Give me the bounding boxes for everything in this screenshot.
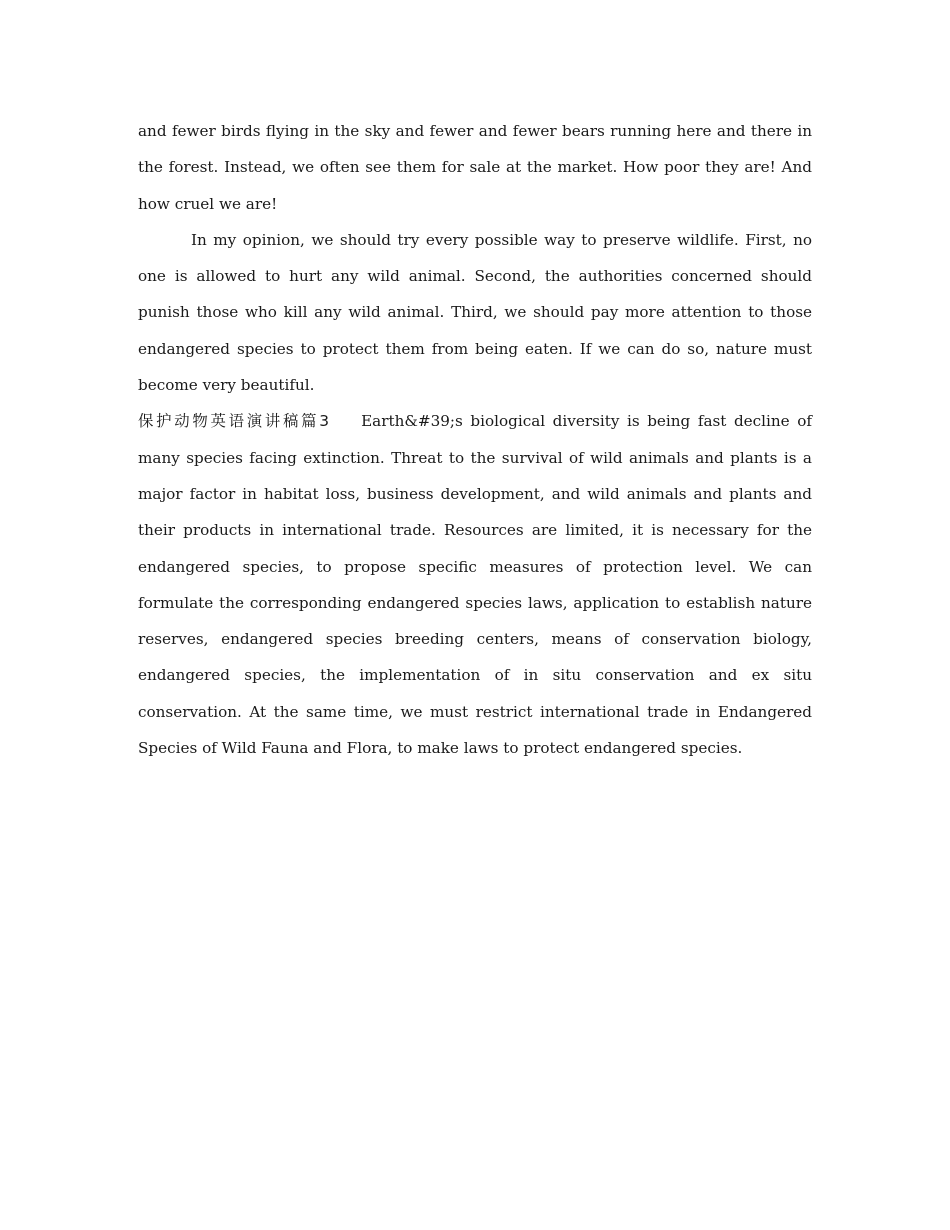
paragraph-1-text: and fewer birds flying in the sky and fewer and fewer bears running here and there in the forest. Instead, we often see them for sale at the market. How poor they are! And how cruel we are! xyxy=(138,122,812,213)
paragraph-opinion xyxy=(138,222,812,403)
section-heading: 保护动物英语演讲稿篇3 xyxy=(138,412,330,431)
paragraph-biodiversity xyxy=(138,403,812,766)
paragraph-2-text: In my opinion, we should try every possible way to preserve wildlife. First, no one is allowed to hurt any wild animal. Second, the authorities concerned should punish those who kill any wild animal. Third, we should pay more attention to those endangered species to protect them from being eaten. If we can do so, nature must become very beautiful. xyxy=(138,230,812,395)
paragraph-birds-and-bears xyxy=(138,113,812,222)
document-page xyxy=(138,113,812,766)
paragraph-3-text: Earth&#39;s biological diversity is being fast decline of many species facing extinction. Threat to the survival of wild animals and plants is a major factor in habitat loss, business development, and wild animals and plants and their products in international trade. Resources are limited, it is necessary for the endangered species, to propose specific measures of protection level. We can formulate the corresponding endangered species laws, application to establish nature reserves, endangered species breeding centers, means of conservation biology, endangered species, the implementation of in situ conservation and ex situ conservation. At the same time, we must restrict international trade in Endangered Species of Wild Fauna and Flora, to make laws to protect endangered species. xyxy=(138,412,812,758)
